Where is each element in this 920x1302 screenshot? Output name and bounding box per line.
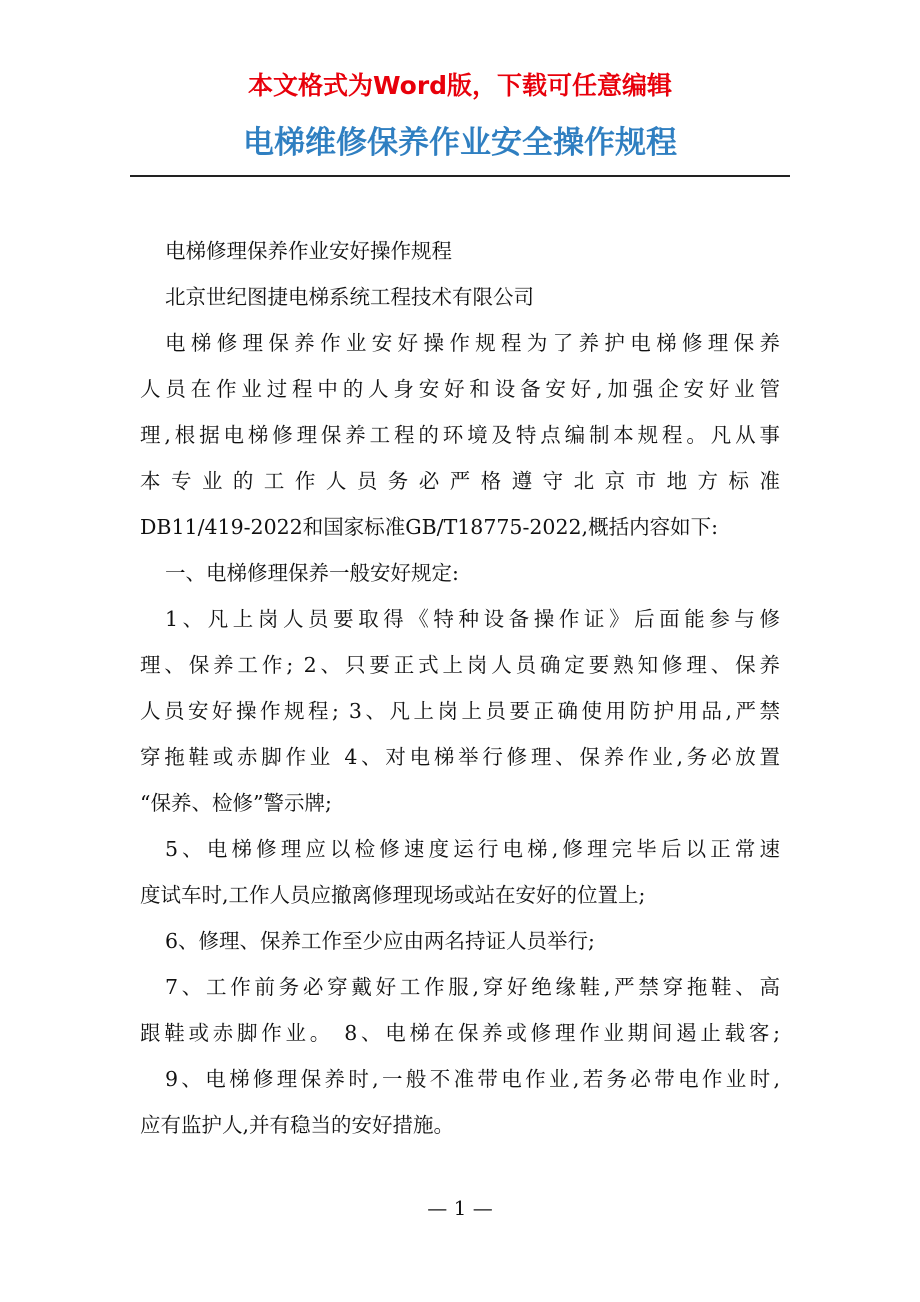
paragraph-line: 穿拖鞋或赤脚作业 4、对电梯举行修理、保养作业,务必放置: [140, 745, 780, 769]
paragraph-line: 跟鞋或赤脚作业。 8、电梯在保养或修理作业期间遏止载客;: [140, 1021, 780, 1045]
page-number: — 1 —: [427, 1196, 493, 1220]
company-line: 北京世纪图捷电梯系统工程技术有限公司: [165, 285, 534, 309]
paragraph-line: 1、凡上岗人员要取得《特种设备操作证》后面能参与修: [165, 607, 780, 631]
paragraph-line: DB11/419-2022和国家标准GB/T18775-2022,概括内容如下:: [140, 515, 718, 539]
paragraph-line: “保养、检修”警示牌;: [140, 791, 332, 815]
document-title: 电梯维修保养作业安全操作规程: [243, 125, 677, 161]
paragraph-line: 应有监护人,并有稳当的安好措施。: [140, 1113, 455, 1137]
format-notice-banner: 本文格式为Word版，下载可任意编辑: [247, 71, 673, 100]
paragraph-line: 本专业的工作人员务必严格遵守北京市地方标准: [140, 469, 780, 493]
document-body: [140, 228, 780, 1148]
paragraph-line: 人员在作业过程中的人身安好和设备安好,加强企安好业管: [140, 377, 780, 401]
paragraph-line: 5、电梯修理应以检修速度运行电梯,修理完毕后以正常速: [165, 837, 780, 861]
paragraph-line: 9、电梯修理保养时,一般不准带电作业,若务必带电作业时,: [165, 1067, 780, 1091]
section-heading: 一、电梯修理保养一般安好规定:: [165, 561, 459, 585]
paragraph-line: 度试车时,工作人员应撤离修理现场或站在安好的位置上;: [140, 883, 646, 907]
paragraph-line: 理、保养工作; 2、只要正式上岗人员确定要熟知修理、保养: [140, 653, 780, 677]
paragraph-line: 6、修理、保养工作至少应由两名持证人员举行;: [165, 929, 595, 953]
subtitle-line: 电梯修理保养作业安好操作规程: [165, 239, 452, 263]
paragraph-line: 电梯修理保养作业安好操作规程为了养护电梯修理保养: [165, 331, 780, 355]
paragraph-line: 理,根据电梯修理保养工程的环境及特点编制本规程。凡从事: [140, 423, 780, 447]
paragraph-line: 人员安好操作规程; 3、凡上岗上员要正确使用防护用品,严禁: [140, 699, 780, 723]
paragraph-line: 7、工作前务必穿戴好工作服,穿好绝缘鞋,严禁穿拖鞋、高: [165, 975, 780, 999]
title-divider: [130, 175, 790, 177]
